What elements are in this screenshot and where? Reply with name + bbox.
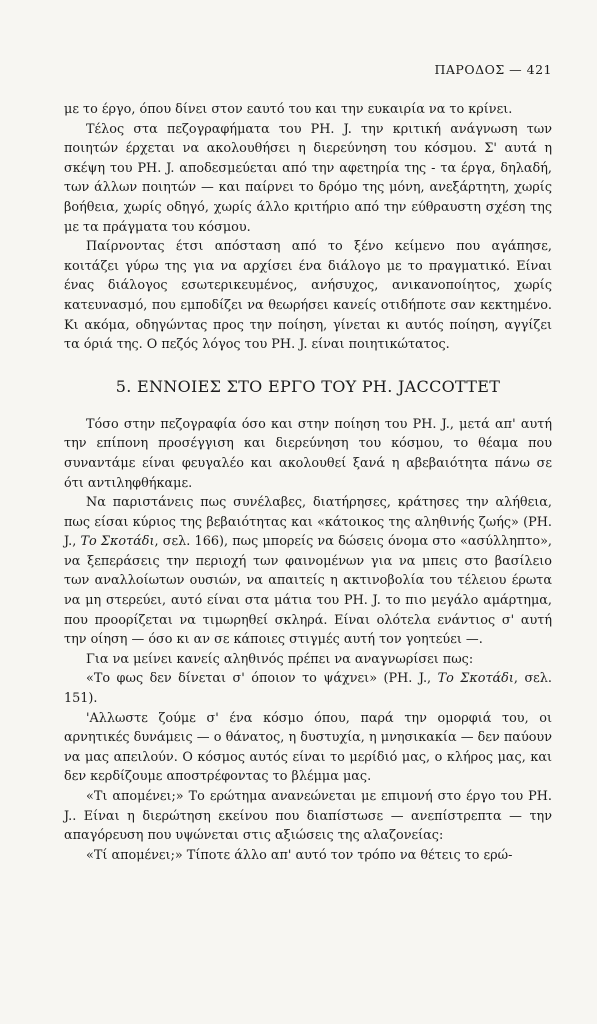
paragraph: «Τί απομένει;» Τίποτε άλλο απ' αυτό τον τρόπο να θέτεις το ερώ- — [86, 847, 513, 863]
section-heading: 5. ΕΝΝΟΙΕΣ ΣΤΟ ΕΡΓΟ ΤΟΥ PH. JACCOTTET — [115, 376, 501, 396]
paragraph: Τέλος στα πεζογραφήματα του PH. J. την κριτική ανάγνωση των ποιητών έρχεται να ακολουθήσει η διερεύνηση του κόσμου. Σ' αυτά η σκέψη του PH. J. αποδεσμεύεται από την αφετηρία της - τα έργα, δηλαδή, των άλλων ποιητών — και παίρνει το δρόμο της μόνη, ανεξάρτητη, χωρίς βοήθεια, χωρίς οδηγό, χωρίς άλλο κριτήριο από την εύθραυστη σχέση της με τα πράγματα του κόσμου. — [64, 121, 552, 235]
paragraph: Παίρνοντας έτσι απόσταση από το ξένο κείμενο που αγάπησε, κοιτάζει γύρω της για να αρχίσει ένα διάλογο με το πραγματικό. Είναι ένας διάλογος εσωτερικευμένος, ανήσυχος, ανικανοποίητος, χωρίς κατευνασμό, που εμποδίζει να θεωρήσει κανείς οτιδήποτε σαν κεκτημένο. Κι ακόμα, οδηγώντας προς την ποίηση, γίνεται κι αυτός ποίηση, αγγίζει τα όριά της. Ο πεζός λόγος του PH. J. είναι ποιητικώτατος. — [64, 239, 552, 353]
paragraph: Τόσο στην πεζογραφία όσο και στην ποίηση του PH. J., μετά απ' αυτή την επίπονη προσέγγιση και διερεύνηση του κόσμου, το θέαμα που συναντάμε είναι φευγαλέο και ακολουθεί ξανά η αβεβαιότητα πάνω σε ότι αντιληφθήκαμε. — [64, 416, 552, 491]
text-run: , σελ. 151). — [64, 671, 552, 707]
text-run: , σελ. 166), πως μπορείς να δώσεις όνομα στο «ασύλληπτο», να ξεπεράσεις την περιοχή των φαινομένων για να μπεις στο βασίλειο των αναλλοίωτων ουσιών, να απαιτείς η ακτινοβολία του τέλειου έρωτα να μη στερεύει, αυτό είναι στα μάτια του PH. J. το πιο μεγάλο αμάρτημα, που προορίζεται να τιμωρηθεί σκληρά. Είναι ολότελα ενάντιος σ' αυτή την οίηση — όσο κι αν σε κάποιες στιγμές αυτή τον γοητεύει —. — [64, 534, 552, 648]
paragraph: 'Αλλωστε ζούμε σ' ένα κόσμο όπου, παρά την ομορφιά του, οι αρνητικές δυνάμεις — ο θάνατος, η δυστυχία, η μνησικακία — δεν παύουν να μας απειλούν. Ο κόσμος αυτός είναι το μερίδιό μας, ο κλήρος μας, και δεν κερδίζουμε αποστρέφοντας το βλέμμα μας. — [64, 710, 552, 785]
text-run: Να παριστάνεις πως συνέλαβες, διατήρησες, κράτησες την αλήθεια, πως είσαι κύριος της βεβαιότητας και «κάτοικος της αληθινής ζωής» (PH. J., — [64, 495, 552, 550]
paragraph — [64, 493, 552, 650]
paragraph: Για να μείνει κανείς αληθινός πρέπει να αναγνωρίσει πως: — [86, 651, 474, 667]
text-run: «Το φως δεν δίνεται σ' όποιον το ψάχνει» (PH. J., — [86, 671, 438, 687]
running-head: ΠΑΡΟΔΟΣ — 421 — [434, 62, 552, 77]
book-title: Το Σκοτάδι — [80, 534, 155, 550]
paragraph: με το έργο, όπου δίνει στον εαυτό του και την ευκαιρία να το κρίνει. — [64, 102, 513, 117]
book-title: Το Σκοτάδι — [437, 671, 514, 687]
paragraph: «Τι απομένει;» Το ερώτημα ανανεώνεται με επιμονή στο έργο του PH. J.. Είναι η διερώτηση εκείνου που διαπίστωσε — ανεπίστρεπτα — την απαγόρευση που υψώνεται στις αξιώσεις της αλαζονείας: — [64, 789, 552, 844]
paragraph — [64, 669, 552, 708]
